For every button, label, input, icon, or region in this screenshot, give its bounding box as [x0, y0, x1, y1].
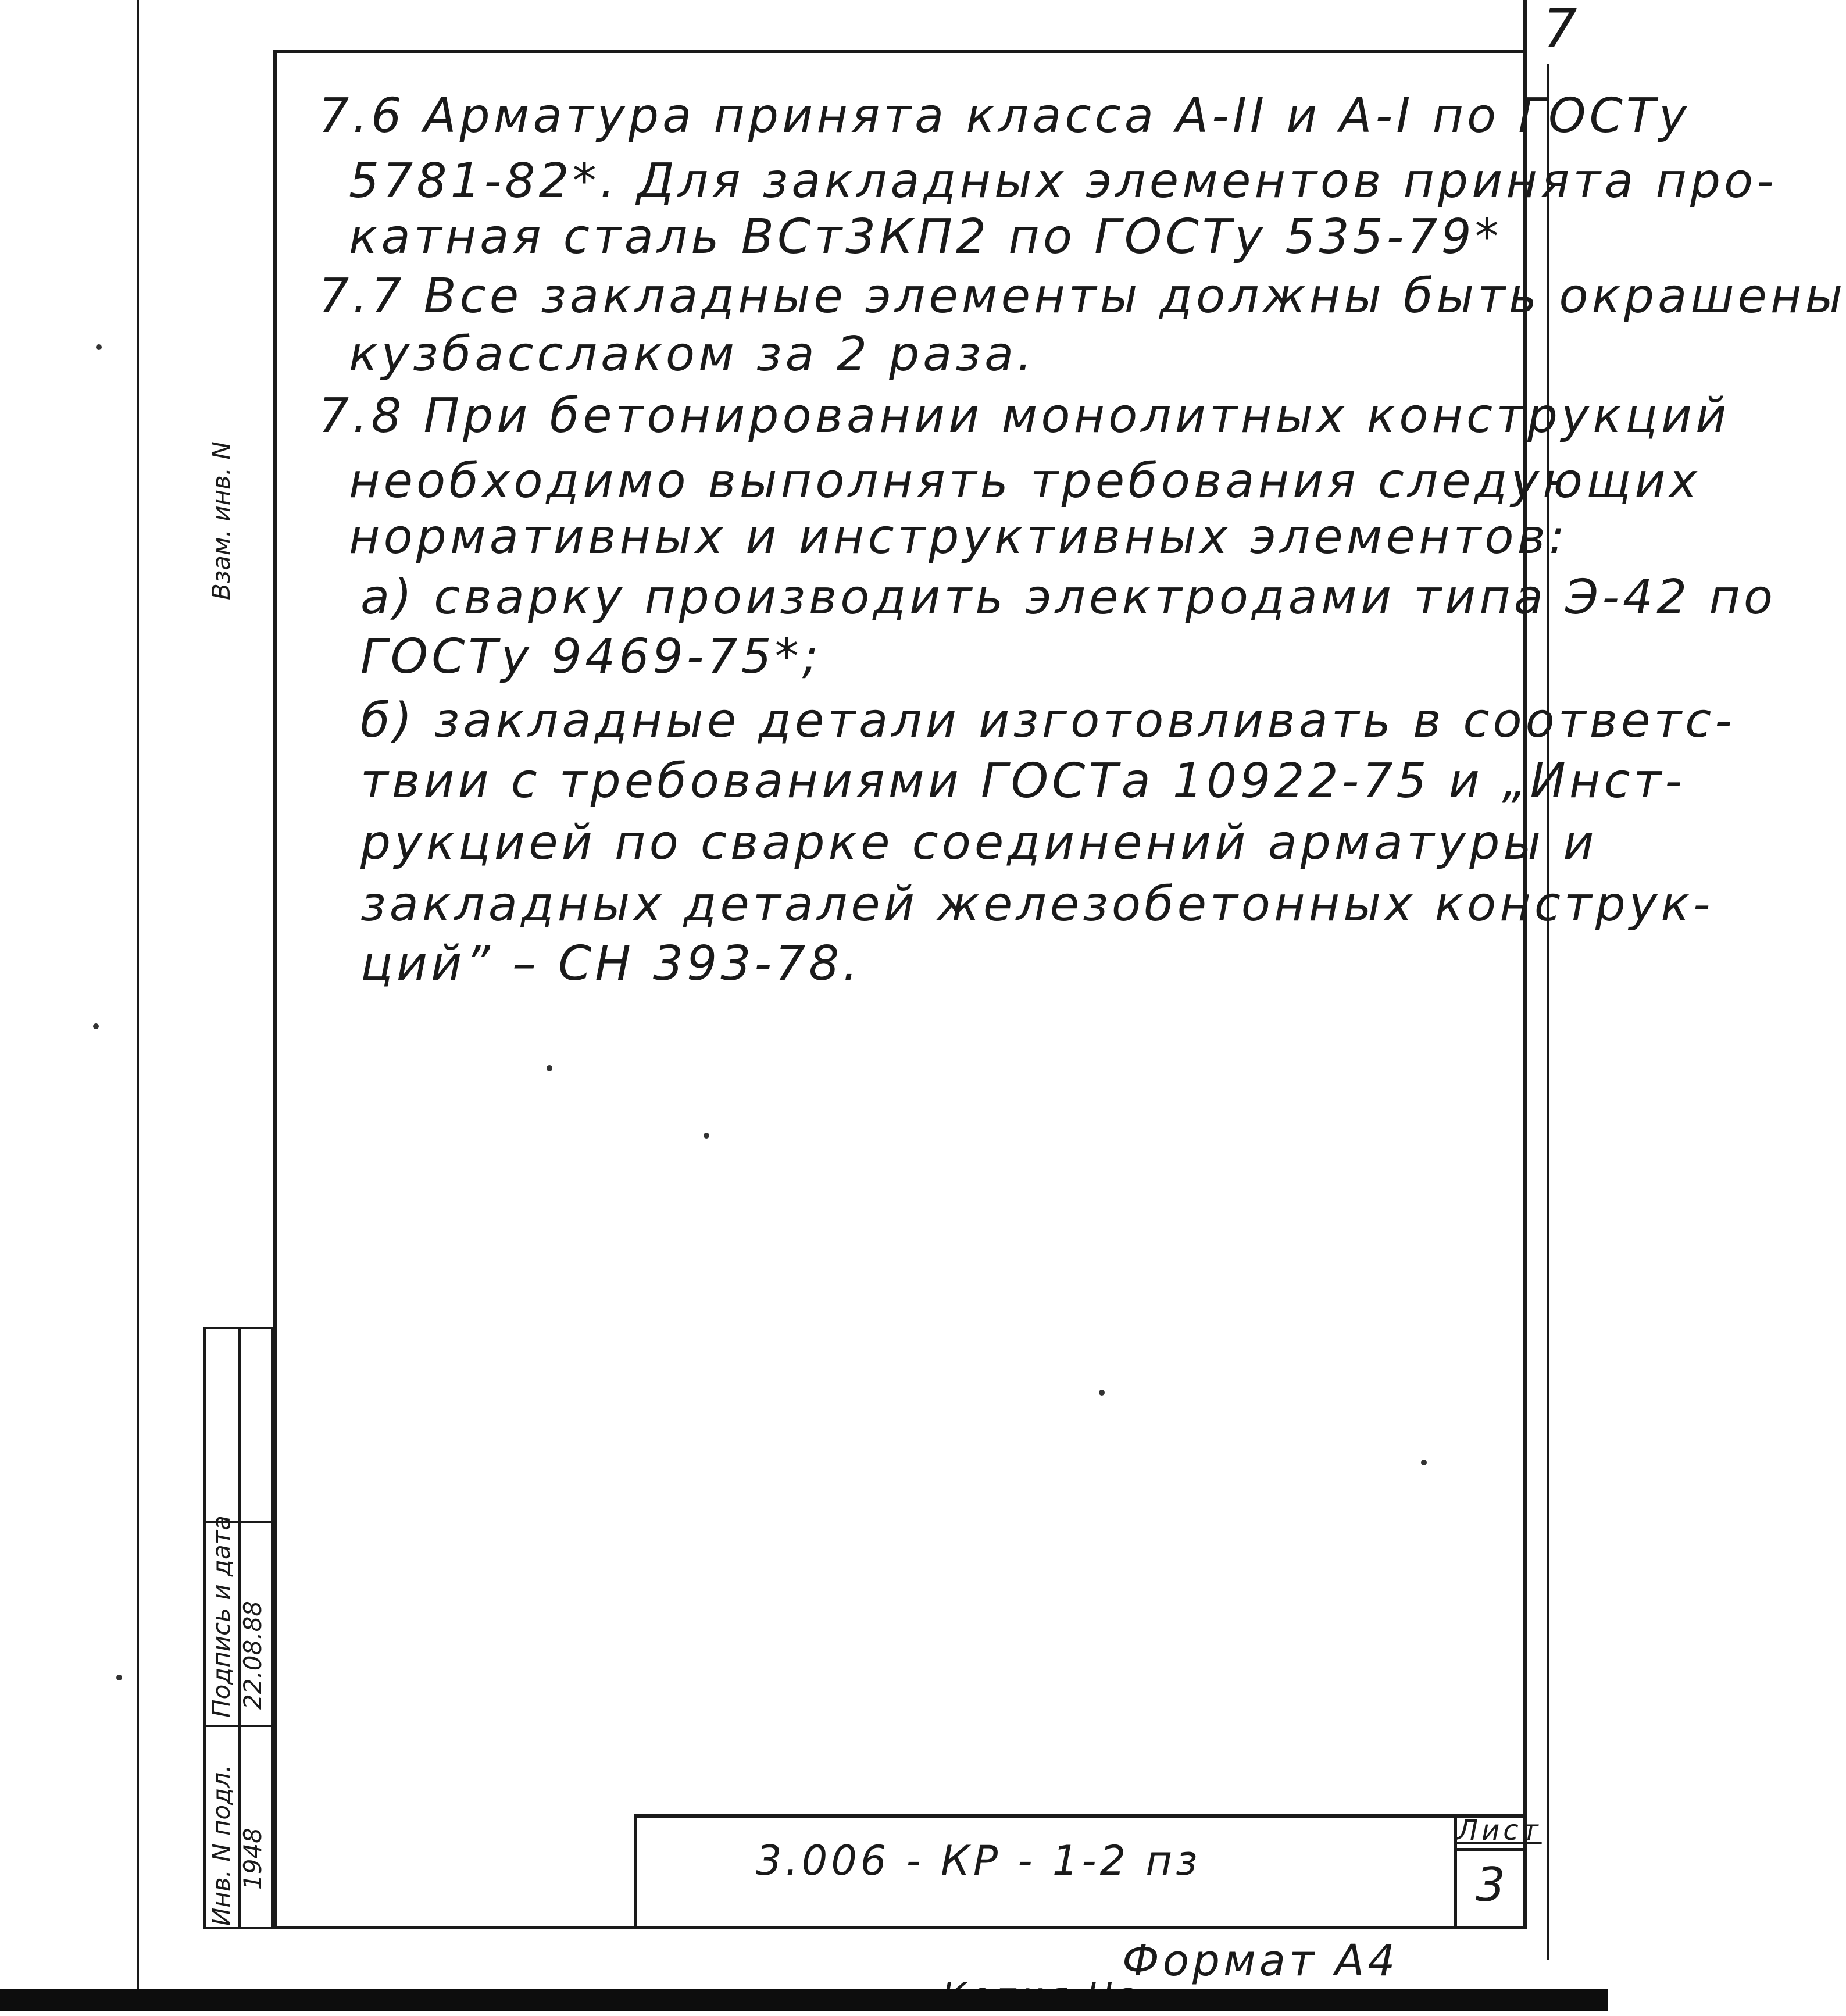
text-line-10: ГОСТу 9469-75*; — [360, 629, 822, 684]
text-line-5: кузбасслаком за 2 раза. — [349, 327, 1036, 382]
scan-speck — [93, 1023, 99, 1029]
text-line-8: нормативных и инструктивных элементов: — [349, 509, 1569, 565]
stamp-signature-date-header: Подпись и дата — [207, 1515, 235, 1718]
text-line-13: рукцией по сварке соединений арматуры и — [360, 815, 1598, 870]
stamp-inventory-header: Инв. N подл. — [207, 1764, 235, 1926]
scan-speck — [1421, 1460, 1427, 1465]
text-line-14: закладных деталей железобетонных конструк- — [360, 877, 1714, 932]
text-line-7: необходимо выполнять требования следующих — [349, 454, 1701, 509]
corner-rule — [1523, 0, 1527, 53]
text-line-2: 5781-82*. Для закладных элементов принята про- — [349, 154, 1777, 209]
text-line-3: катная сталь ВСт3КП2 по ГОСТу 535-79* — [349, 209, 1502, 265]
document-code: 3.006 - КР - 1-2 пз — [756, 1837, 1201, 1885]
text-line-12: твии с требованиями ГОСТа 10922-75 и „Инст- — [360, 754, 1686, 809]
scan-speck — [116, 1675, 122, 1680]
stamp-inventory-value: 1948 — [238, 1828, 267, 1890]
sheet-label: Лист — [1457, 1814, 1542, 1847]
page-number: 7 — [1543, 0, 1581, 60]
text-line-15: ций” – СН 393-78. — [360, 936, 862, 991]
format-label: Формат А4 — [1122, 1936, 1399, 1986]
text-line-11: б) закладные детали изготовливать в соответс- — [360, 693, 1736, 748]
scan-speck — [96, 344, 102, 350]
text-line-9: а) сварку производить электродами типа Э-42 по — [360, 570, 1777, 625]
sheet-box-divider — [1454, 1848, 1527, 1851]
text-line-6: 7.8 При бетонировании монолитных конструкций — [319, 388, 1730, 444]
text-line-1: 7.6 Арматура принята класса А-II и А-I по ГОСТу — [319, 88, 1691, 144]
stamp-signature-date-value: 22.08.88 — [238, 1600, 267, 1710]
left-margin-rule — [137, 0, 139, 2011]
scan-bottom-edge — [0, 1989, 1608, 2011]
stamp-replace-inventory-header: Взам. инв. N — [207, 441, 235, 600]
scan-speck — [704, 1133, 709, 1139]
stamp-row-divider — [206, 1725, 271, 1727]
right-margin-rule — [1547, 64, 1549, 1960]
scan-speck — [547, 1065, 552, 1071]
sheet-number: 3 — [1476, 1858, 1509, 1912]
scan-speck — [1099, 1390, 1105, 1396]
text-line-4: 7.7 Все закладные элементы должны быть окрашены — [319, 269, 1846, 324]
